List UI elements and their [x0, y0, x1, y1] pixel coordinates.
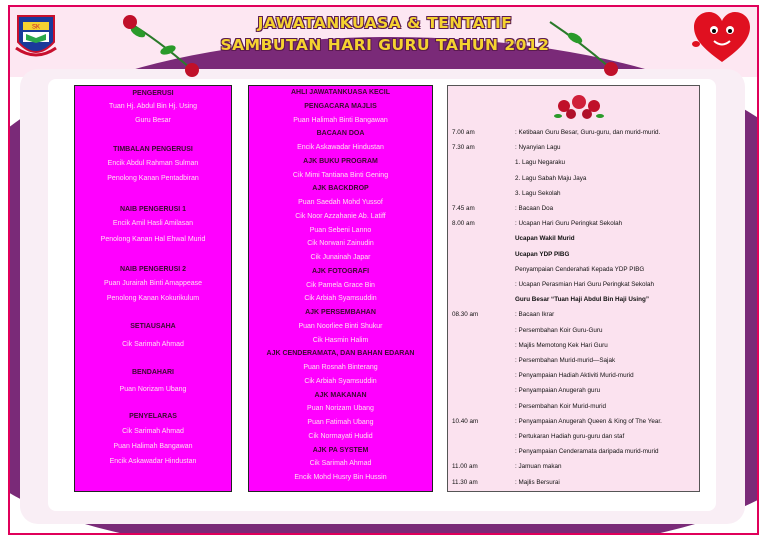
schedule-activity: : Penyampaian Hadiah Aktiviti Murid-murid — [515, 372, 634, 380]
subcommittee-member: Cik Arbiah Syamsuddin — [304, 295, 377, 303]
committee-member: Puan Halimah Bangawan — [113, 443, 193, 450]
subcommittee-member: Cik Normayati Hudid — [308, 432, 373, 440]
subcommittee-member: Cik Noor Azzahanie Ab. Latiff — [295, 212, 386, 220]
subcommittee-heading: BACAAN DOA — [316, 130, 365, 138]
school-logo-icon — [14, 12, 58, 62]
committee-role-heading: NAIB PENGERUSI 1 — [119, 206, 187, 213]
schedule-time: 11.00 am — [452, 463, 478, 471]
subcommittee-heading: AHLI JAWATANKUASA KECIL — [290, 89, 391, 96]
schedule-activity: Ucapan YDP PIBG — [515, 250, 570, 258]
committee-member: Tuan Hj. Abdul Bin Hj. Using — [108, 103, 198, 110]
committee-role-heading: BENDAHARI — [132, 369, 174, 376]
subcommittee-heading: AJK CENDERAMATA, DAN BAHAN EDARAN — [266, 350, 415, 358]
committee-role-heading: PENGERUSI — [132, 90, 174, 97]
schedule-activity: : Majlis Bersurai — [515, 478, 560, 486]
title-line-1: JAWATANKUASA & TENTATIF — [257, 14, 513, 32]
subcommittee-member: Cik Norwani Zainudin — [307, 240, 374, 248]
schedule-time: 08.30 am — [452, 311, 479, 319]
subcommittee-heading: AJK BUKU PROGRAM — [303, 157, 378, 165]
schedule-activity: 3. Lagu Sekolah — [515, 189, 561, 197]
schedule-activity: Penyampaian Cenderahati Kepada YDP PIBG — [515, 265, 645, 273]
schedule-time: 8.00 am — [452, 220, 475, 228]
schedule-activity: : Ketibaan Guru Besar, Guru-guru, dan murid-murid. — [515, 129, 661, 136]
schedule-activity: Guru Besar “Tuan Haji Abdul Bin Haji Using” — [515, 296, 649, 304]
schedule-activity: : Bacaan Ikrar — [515, 311, 555, 319]
schedule-activity: : Penyampaian Anugerah guru — [515, 387, 601, 395]
subcommittee-member: Puan Noorliee Binti Shukur — [298, 322, 383, 330]
rose-bouquet-icon — [554, 92, 604, 122]
logo-text: SK — [31, 24, 41, 31]
schedule-time: 7.30 am — [452, 144, 475, 152]
committee-member: Encik Askawadar Hindustan — [109, 458, 197, 465]
schedule-time: 7.45 am — [452, 205, 475, 212]
schedule-activity: : Bacaan Doa — [515, 205, 554, 212]
rose-left-icon — [118, 10, 208, 80]
schedule-activity: : Penyampaian Cenderamata daripada murid-murid — [515, 448, 659, 456]
committee-member: Encik Amil Hasli Amilasan — [112, 220, 194, 227]
committee-member: Penolong Kanan Kokurikulum — [106, 295, 200, 302]
schedule-activity: : Jamuan makan — [515, 463, 562, 471]
committee-role-heading: SETIAUSAHA — [130, 323, 176, 330]
subcommittee-member: Puan Fatimah Ubang — [307, 419, 374, 426]
schedule-activity: 2. Lagu Sabah Maju Jaya — [515, 174, 587, 182]
subcommittee-member: Cik Hasmin Halim — [312, 336, 369, 344]
schedule-column — [447, 85, 700, 492]
subcommittee-heading: AJK PA SYSTEM — [312, 446, 369, 454]
schedule-activity: : Majlis Memotong Kek Hari Guru — [515, 341, 608, 349]
subcommittee-member: Encik Askawadar Hindustan — [297, 144, 384, 151]
committee-column — [74, 85, 232, 492]
subcommittee-heading: AJK PERSEMBAHAN — [305, 309, 376, 316]
committee-member: Encik Abdul Rahman Sulman — [107, 160, 199, 167]
schedule-activity: 1. Lagu Negaraku — [515, 159, 566, 167]
committee-member: Penolong Kanan Pentadbiran — [107, 175, 199, 182]
subcommittee-column — [248, 85, 433, 492]
subcommittee-heading: PENGACARA MAJLIS — [304, 102, 377, 110]
schedule-activity: Ucapan Wakil Murid — [515, 235, 575, 243]
subcommittee-member: Puan Halimah Binti Bangawan — [293, 116, 388, 124]
subcommittee-member: Cik Pamela Grace Bin — [306, 281, 375, 289]
title-line-2: SAMBUTAN HARI GURU TAHUN 2012 — [220, 36, 550, 54]
subcommittee-member: Cik Sarimah Ahmad — [309, 460, 372, 468]
committee-role-heading: NAIB PENGERUSI 2 — [119, 266, 187, 273]
committee-member: Guru Besar — [135, 117, 171, 124]
schedule-activity: : Persembahan Koir Guru-Guru — [515, 326, 603, 334]
committee-member: Cik Sarimah Ahmad — [122, 341, 184, 348]
subcommittee-member: Encik Mohd Husry Bin Hussin — [294, 474, 387, 481]
schedule-activity: : Ucapan Perasmian Hari Guru Peringkat Sekolah — [515, 281, 654, 288]
schedule-time: 7.00 am — [452, 129, 475, 136]
schedule-time: 10.40 am — [452, 417, 479, 425]
subcommittee-member: Puan Sebeni Lanno — [309, 226, 372, 234]
subcommittee-member: Puan Rosnah Binterang — [303, 364, 378, 371]
subcommittee-member: Cik Arbiah Syamsuddin — [304, 377, 377, 385]
subcommittee-heading: AJK FOTOGRAFI — [311, 267, 370, 275]
schedule-activity: : Nyanyian Lagu — [515, 144, 561, 152]
schedule-activity: : Persembahan Murid-murid—Sajak — [515, 357, 616, 364]
schedule-activity: : Persembahan Koir Murid-murid — [515, 402, 606, 410]
rose-right-icon — [545, 12, 620, 77]
subcommittee-member: Puan Saedah Mohd Yussof — [298, 199, 383, 206]
subcommittee-heading: AJK BACKDROP — [312, 185, 369, 193]
subcommittee-heading: AJK MAKANAN — [314, 391, 367, 399]
committee-member: Puan Jurairah Binti Amappease — [103, 280, 203, 287]
committee-member: Puan Norizam Ubang — [119, 386, 187, 393]
schedule-activity: : Ucapan Hari Guru Peringkat Sekolah — [515, 220, 623, 228]
heart-mascot-icon — [692, 10, 752, 66]
committee-role-heading: TIMBALAN PENGERUSI — [113, 146, 193, 153]
schedule-activity: : Pertukaran Hadiah guru-guru dan staf — [515, 433, 625, 440]
committee-member: Penolong Kanan Hal Ehwal Murid — [100, 236, 206, 243]
subcommittee-member: Cik Junainah Japar — [310, 254, 371, 261]
subcommittee-member: Cik Mimi Tantiana Binti Gening — [292, 171, 389, 179]
schedule-time: 11.30 am — [452, 478, 478, 486]
committee-role-heading: PENYELARAS — [129, 413, 177, 420]
committee-member: Cik Sarimah Ahmad — [122, 428, 184, 435]
subcommittee-member: Puan Norizam Ubang — [307, 405, 374, 413]
schedule-activity: : Penyampaian Anugerah Queen & King of The Year. — [515, 417, 662, 425]
